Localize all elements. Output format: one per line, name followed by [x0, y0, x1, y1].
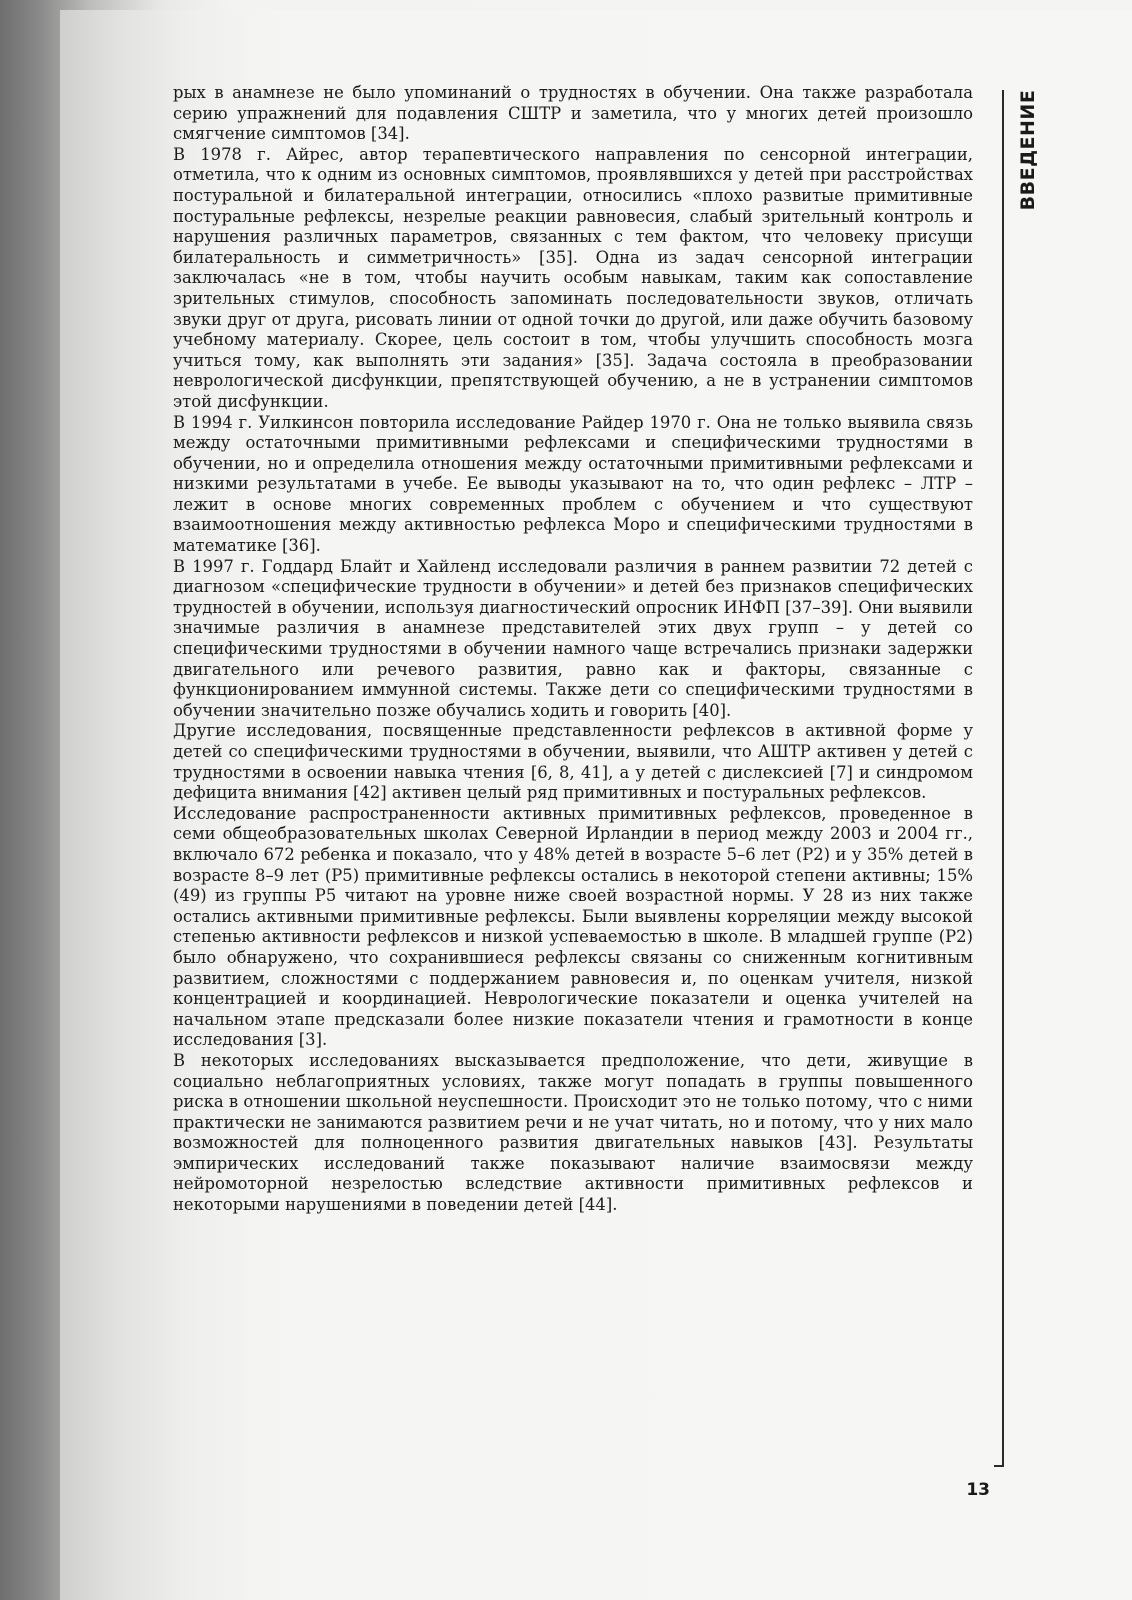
margin-rule	[1002, 90, 1004, 1465]
paragraph: рых в анамнезе не было упоминаний о трудностях в обучении. Она также разработала серию упражнений для подавления СШТР и заметила, что у многих детей произошло смягчение симптомов [34].	[173, 83, 973, 144]
body-text	[173, 83, 973, 1216]
paragraph: Другие исследования, посвященные представленности рефлексов в активной форме у детей со специфическими трудностями в обучении, выявили, что АШТР активен у детей с трудностями в освоении навыка чтения [6, 8, 41], а у детей с дислексией [7] и синдромом дефицита внимания [42] активен целый ряд примитивных и постуральных рефлексов.	[173, 721, 973, 803]
section-label-text: ВВЕДЕНИЕ	[1017, 89, 1039, 211]
paragraph: В 1997 г. Годдард Блайт и Хайленд исследовали различия в раннем развитии 72 детей с диагнозом «специфические трудности в обучении» и детей без признаков специфических трудностей в обучении, используя диагностический опросник ИНФП [37–39]. Они выявили значимые различия в анамнезе представителей этих двух групп – у детей со специфическими трудностями в обучении намного чаще встречались признаки задержки двигательного или речевого развития, равно как и факторы, связанные с функционированием иммунной системы. Также дети со специфическими трудностями в обучении значительно позже обучались ходить и говорить [40].	[173, 556, 973, 720]
paragraph: В 1978 г. Айрес, автор терапевтического направления по сенсорной интеграции, отметила, что к одним из основных симптомов, проявлявшихся у детей при расстройствах постуральной и билатеральной интеграции, относились «плохо развитые примитивные постуральные рефлексы, незрелые реакции равновесия, слабый зрительный контроль и нарушения различных параметров, связанных с тем фактом, что человеку присущи билатеральность и симметричность» [35]. Одна из задач сенсорной интеграции заключалась «не в том, чтобы научить особым навыкам, таким как сопоставление зрительных стимулов, способность запоминать последовательности звуков, отличать звуки друг от друга, рисовать линии от одной точки до другой, или даже обучить базовому учебному материалу. Скорее, цель состоит в том, чтобы улучшить способность мозга учиться тому, как выполнять эти задания» [35]. Задача состояла в преобразовании неврологической дисфункции, препятствующей обучению, а не в устранении симптомов этой дисфункции.	[173, 144, 973, 411]
margin-rule-tick	[994, 1465, 1004, 1467]
paragraph: В некоторых исследованиях высказывается предположение, что дети, живущие в социально неблагоприятных условиях, также могут попадать в группы повышенного риска в отношении школьной неуспешности. Происходит это не только потому, что с ними практически не занимаются развитием речи и не учат читать, но и потому, что у них мало возможностей для полноценного развития двигательных навыков [43]. Результаты эмпирических исследований также показывают наличие взаимосвязи между нейромоторной незрелостью вследствие активности примитивных рефлексов и некоторыми нарушениями в поведении детей [44].	[173, 1050, 973, 1215]
page-number: 13	[966, 1480, 990, 1500]
paragraph: В 1994 г. Уилкинсон повторила исследование Райдер 1970 г. Она не только выявила связь между остаточными примитивными рефлексами и специфическими трудностями в обучении, но и определила отношения между остаточными примитивными рефлексами и низкими результатами в учебе. Ее выводы указывают на то, что один рефлекс – ЛТР – лежит в основе многих современных проблем с обучением и что существуют взаимоотношения между активностью рефлекса Моро и специфическими трудностями в математике [36].	[173, 412, 973, 556]
paragraph: Исследование распространенности активных примитивных рефлексов, проведенное в семи общеобразовательных школах Северной Ирландии в период между 2003 и 2004 гг., включало 672 ребенка и показало, что у 48% детей в возрасте 5–6 лет (P2) и у 35% детей в возрасте 8–9 лет (P5) примитивные рефлексы остались в некоторой степени активны; 15% (49) из группы P5 читают на уровне ниже своей возрастной нормы. У 28 из них также остались активными примитивные рефлексы. Были выявлены корреляции между высокой степенью активности рефлексов и низкой успеваемостью в школе. В младшей группе (P2) было обнаружено, что сохранившиеся рефлексы связаны со сниженным когнитивным развитием, сложностями с поддержанием равновесия и, по оценкам учителя, низкой концентрацией и координацией. Неврологические показатели и оценка учителей на начальном этапе предсказали более низкие показатели чтения и грамотности в конце исследования [3].	[173, 803, 973, 1050]
running-section-label	[1008, 90, 1048, 210]
